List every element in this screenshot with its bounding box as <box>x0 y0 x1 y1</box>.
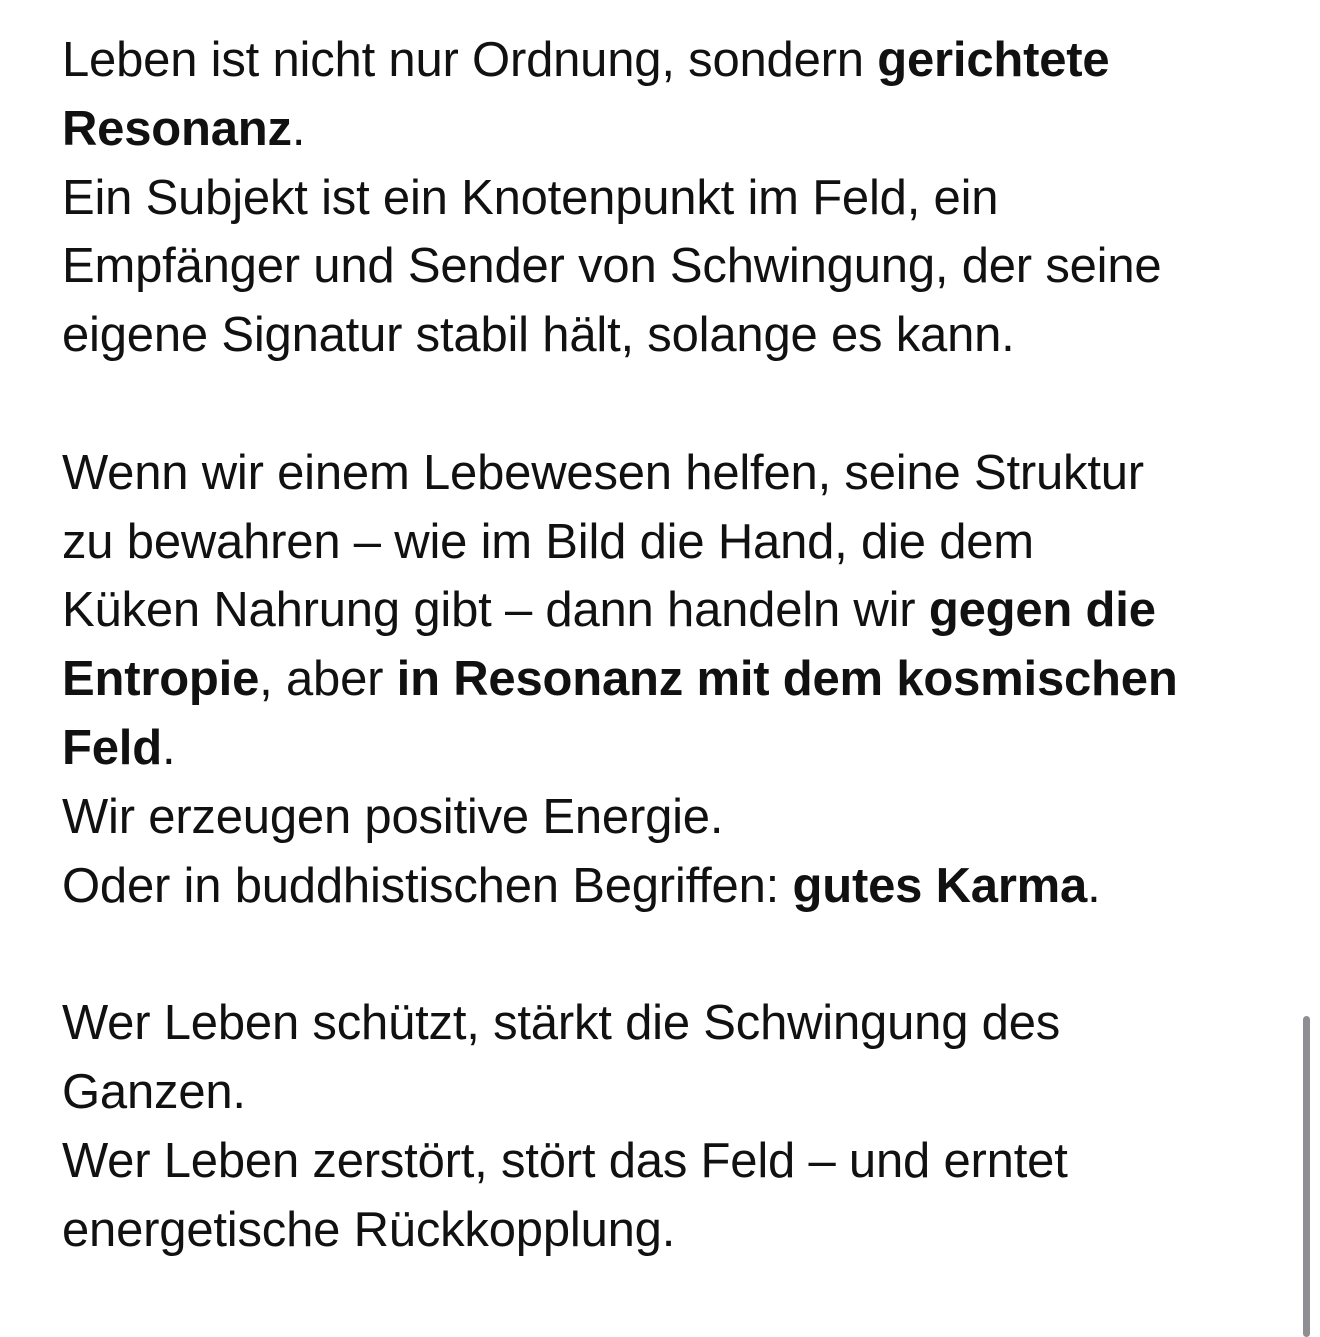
text-line <box>62 26 1262 95</box>
text-line <box>62 1196 1262 1265</box>
text-span: Wenn wir einem Lebewesen helfen, seine Struktur <box>62 445 1144 500</box>
text-span: Küken Nahrung gibt – dann handeln wir <box>62 583 929 638</box>
bold-text: gegen die <box>928 583 1156 638</box>
paragraph-3 <box>62 989 1262 1264</box>
paragraph-spacer <box>62 920 1262 989</box>
text-line <box>62 301 1262 370</box>
text-span: Leben ist nicht nur Ordnung, sondern <box>62 33 878 87</box>
text-span: zu bewahren – wie im Bild die Hand, die dem <box>62 514 1034 569</box>
text-line <box>62 714 1262 783</box>
text-span: Wer Leben zerstört, stört das Feld – und erntet <box>62 1133 1068 1188</box>
text-span: , aber <box>259 652 397 707</box>
bold-text: gerichtete <box>877 33 1110 87</box>
text-span: eigene Signatur stabil hält, solange es kann. <box>62 308 1015 363</box>
text-line <box>62 1127 1262 1196</box>
text-span: Wir erzeugen positive Energie. <box>62 789 724 844</box>
text-line <box>62 576 1262 645</box>
text-span: Ganzen. <box>62 1064 246 1119</box>
text-span: energetische Rückkopplung. <box>62 1202 676 1257</box>
text-line <box>62 95 1262 164</box>
text-line <box>62 439 1262 508</box>
document-body <box>62 26 1262 1264</box>
text-line <box>62 1058 1262 1127</box>
text-line <box>62 508 1262 577</box>
bold-text: Feld <box>62 720 162 775</box>
bold-text: Entropie <box>62 652 260 707</box>
text-span: Oder in buddhistischen Begriffen: <box>62 858 793 913</box>
text-line <box>62 232 1262 301</box>
text-span: Empfänger und Sender von Schwingung, der seine <box>62 239 1162 294</box>
text-span: Wer Leben schützt, stärkt die Schwingung des <box>62 996 1061 1051</box>
bold-text: gutes Karma <box>792 858 1088 913</box>
paragraph-2 <box>62 439 1262 921</box>
bold-text: Resonanz <box>62 101 292 156</box>
text-span: . <box>291 101 306 156</box>
text-line <box>62 645 1262 714</box>
text-span: . <box>1087 858 1101 913</box>
vertical-scrollbar[interactable] <box>1303 1016 1310 1337</box>
text-span: Ein Subjekt ist ein Knotenpunkt im Feld, ein <box>62 170 999 225</box>
paragraph-1 <box>62 26 1262 370</box>
text-span: . <box>161 720 176 775</box>
bold-text: in Resonanz mit dem kosmischen <box>396 652 1178 707</box>
text-line <box>62 164 1262 233</box>
text-line <box>62 852 1262 921</box>
paragraph-spacer <box>62 370 1262 439</box>
text-line <box>62 783 1262 852</box>
text-line <box>62 989 1262 1058</box>
